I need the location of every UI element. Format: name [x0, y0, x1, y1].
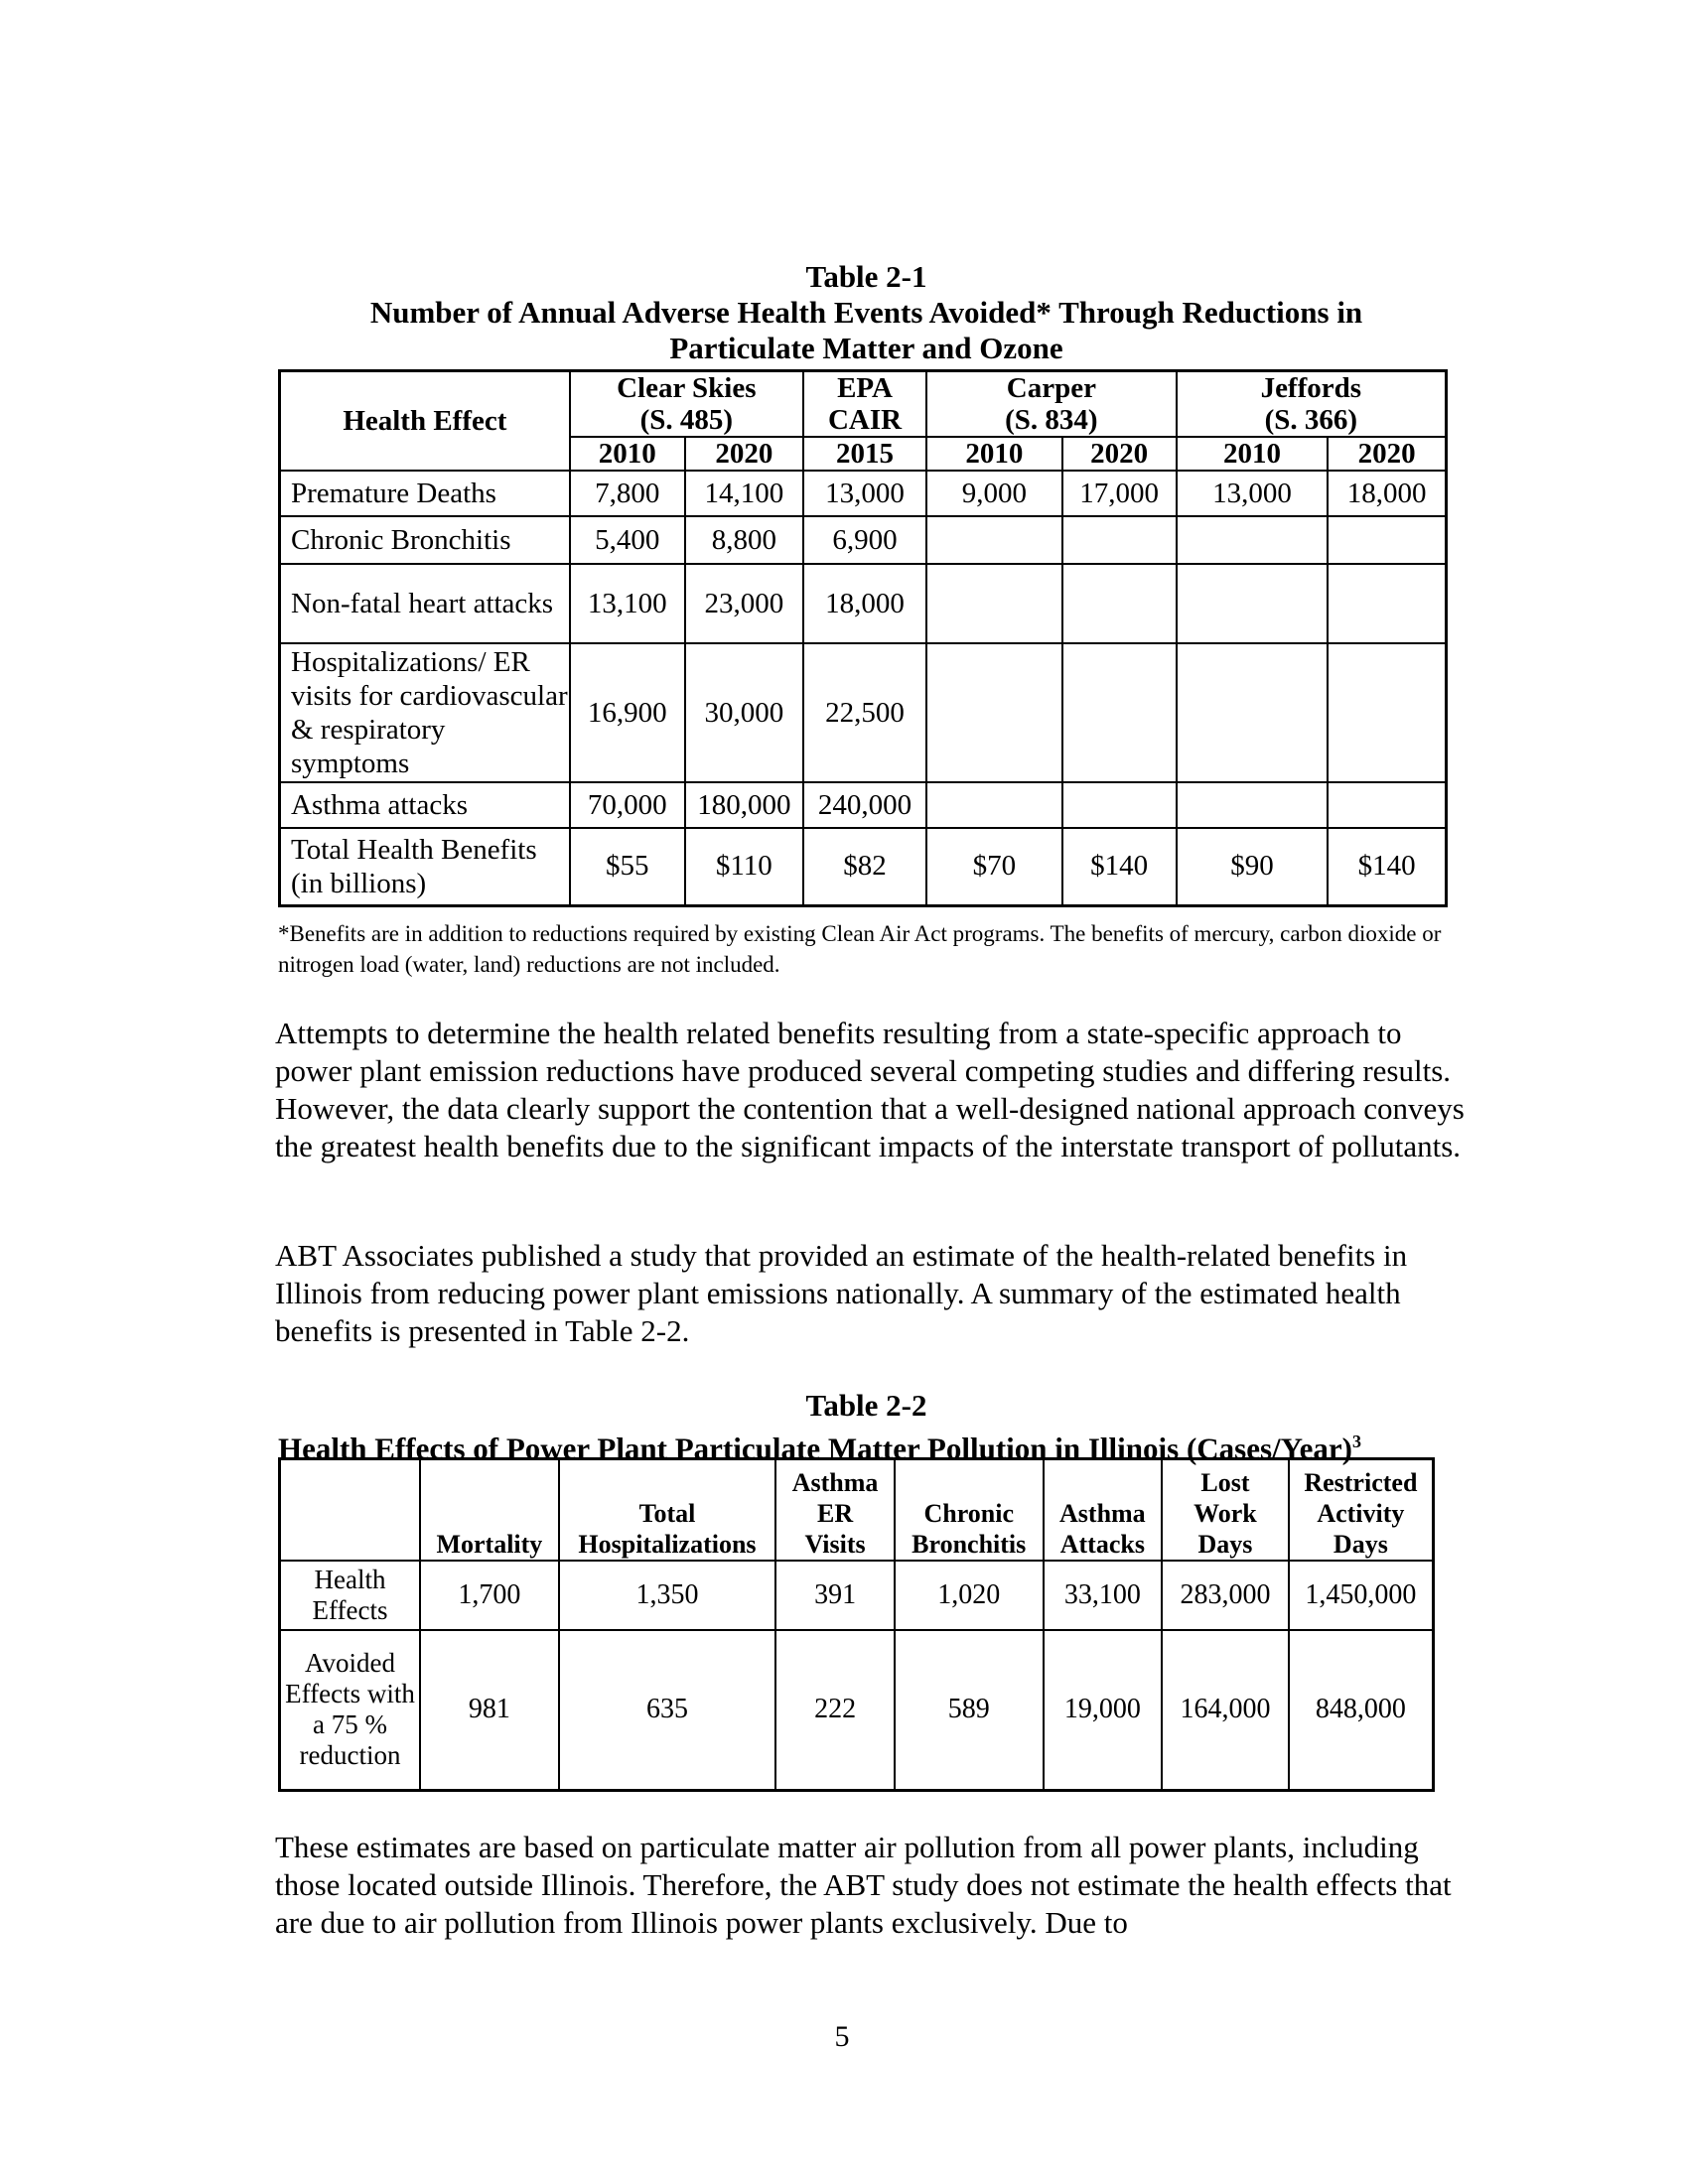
table-row [280, 828, 1447, 905]
cell: 635 [559, 1630, 776, 1791]
cell: $140 [1328, 828, 1446, 905]
cell [1177, 782, 1329, 828]
cell: $82 [803, 828, 926, 905]
table2-title: Table 2-2 [805, 1388, 927, 1423]
row-label: Total Health Benefits (in billions) [280, 828, 570, 905]
cell: 222 [775, 1630, 895, 1791]
cell: 19,000 [1044, 1630, 1163, 1791]
table2 [278, 1457, 1435, 1792]
table1 [278, 369, 1448, 907]
cell: 22,500 [803, 643, 926, 782]
cell [1177, 643, 1329, 782]
cell: 180,000 [685, 782, 803, 828]
cell: $70 [926, 828, 1061, 905]
cell [1328, 564, 1446, 643]
table2-column-header: Total Hospitalizations [559, 1459, 776, 1561]
table1-caption [268, 259, 1465, 366]
cell: 30,000 [685, 643, 803, 782]
cell: 981 [420, 1630, 559, 1791]
cell: $140 [1062, 828, 1177, 905]
table1-group-header: Jeffords (S. 366) [1177, 371, 1447, 438]
cell [1328, 516, 1446, 564]
cell: 391 [775, 1561, 895, 1630]
table1-year-header: 2015 [803, 437, 926, 471]
cell: 1,450,000 [1289, 1561, 1434, 1630]
table1-year-header: 2010 [570, 437, 685, 471]
table1-year-header: 2020 [1062, 437, 1177, 471]
footnote-marker: 3 [1351, 1432, 1361, 1451]
cell: 23,000 [685, 564, 803, 643]
cell: 7,800 [570, 471, 685, 516]
cell: 589 [895, 1630, 1044, 1791]
row-label: Avoided Effects with a 75 % reduction [280, 1630, 421, 1791]
table2-column-header: Mortality [420, 1459, 559, 1561]
cell: 13,000 [1177, 471, 1329, 516]
table1-year-header: 2010 [1177, 437, 1329, 471]
cell: 13,100 [570, 564, 685, 643]
table-row [280, 643, 1447, 782]
cell: 5,400 [570, 516, 685, 564]
cell: 70,000 [570, 782, 685, 828]
cell: 14,100 [685, 471, 803, 516]
table1-header-health-effect: Health Effect [280, 371, 570, 472]
cell: 33,100 [1044, 1561, 1163, 1630]
table1-group-header: Carper (S. 834) [926, 371, 1176, 438]
row-label: Non-fatal heart attacks [280, 564, 570, 643]
table-row [280, 1630, 1434, 1791]
table1-title: Table 2-1 [805, 259, 927, 294]
table1-year-header: 2010 [926, 437, 1061, 471]
cell: 13,000 [803, 471, 926, 516]
table1-subtitle-line1: Number of Annual Adverse Health Events Avoided* Through Reductions in [369, 295, 1363, 330]
cell: 848,000 [1289, 1630, 1434, 1791]
cell [926, 516, 1061, 564]
table2-column-header: Asthma Attacks [1044, 1459, 1163, 1561]
table1-year-header: 2020 [685, 437, 803, 471]
table1-group-header: EPA CAIR [803, 371, 926, 438]
cell [1062, 643, 1177, 782]
table2-column-header: Lost Work Days [1162, 1459, 1289, 1561]
table1-group-header: Clear Skies (S. 485) [570, 371, 803, 438]
cell: $55 [570, 828, 685, 905]
table2-column-header: Restricted Activity Days [1289, 1459, 1434, 1561]
table-row [280, 471, 1447, 516]
cell [926, 782, 1061, 828]
paragraph: Attempts to determine the health related benefits resulting from a state-specific approach to power plant emission reductions have produced several competing studies and differing results. However, the data clearly support the contention that a well-designed national approach conveys the greatest health benefits due to the significant impacts of the interstate transport of pollutants. [275, 1016, 1465, 1163]
row-label: Health Effects [280, 1561, 421, 1630]
cell: $110 [685, 828, 803, 905]
table-row [280, 516, 1447, 564]
page-number: 5 [834, 2020, 850, 2053]
cell: 164,000 [1162, 1630, 1289, 1791]
row-label: Premature Deaths [280, 471, 570, 516]
cell: 240,000 [803, 782, 926, 828]
table2-column-header: Chronic Bronchitis [895, 1459, 1044, 1561]
cell [926, 564, 1061, 643]
cell: 18,000 [803, 564, 926, 643]
cell [926, 643, 1061, 782]
cell: 6,900 [803, 516, 926, 564]
cell [1177, 516, 1329, 564]
table1-year-header: 2020 [1328, 437, 1446, 471]
cell: 16,900 [570, 643, 685, 782]
row-label: Asthma attacks [280, 782, 570, 828]
table1-subtitle-line2: Particulate Matter and Ozone [669, 331, 1063, 365]
row-label: Chronic Bronchitis [280, 516, 570, 564]
table2-caption [268, 1388, 1465, 1466]
cell [1062, 516, 1177, 564]
row-label: Hospitalizations/ ER visits for cardiovascular & respiratory symptoms [280, 643, 570, 782]
cell [1328, 782, 1446, 828]
cell: 17,000 [1062, 471, 1177, 516]
table1-footnote: *Benefits are in addition to reductions required by existing Clean Air Act programs. The benefits of mercury, carbon dioxide or nitrogen load (water, land) reductions are not included. [278, 921, 1442, 977]
cell: 1,020 [895, 1561, 1044, 1630]
cell: 8,800 [685, 516, 803, 564]
cell [1177, 564, 1329, 643]
cell [1328, 643, 1446, 782]
cell [1062, 564, 1177, 643]
cell: 1,700 [420, 1561, 559, 1630]
cell: 1,350 [559, 1561, 776, 1630]
table2-column-header: Asthma ER Visits [775, 1459, 895, 1561]
cell: $90 [1177, 828, 1329, 905]
table-row [280, 1561, 1434, 1630]
cell [1062, 782, 1177, 828]
table-row [280, 782, 1447, 828]
table-row [280, 564, 1447, 643]
cell: 18,000 [1328, 471, 1446, 516]
table2-corner-cell [280, 1459, 421, 1561]
paragraph: ABT Associates published a study that provided an estimate of the health-related benefits in Illinois from reducing power plant emissions nationally. A summary of the estimated health benefits is presented in Table 2-2. [275, 1238, 1408, 1348]
paragraph: These estimates are based on particulate matter air pollution from all power plants, including those located outside Illinois. Therefore, the ABT study does not estimate the health effects that are due to air pollution from Illinois power plants exclusively. Due to [275, 1830, 1452, 1940]
table2-subtitle: Health Effects of Power Plant Particulate Matter Pollution in Illinois (Cases/Year) [278, 1431, 1352, 1466]
cell: 283,000 [1162, 1561, 1289, 1630]
cell: 9,000 [926, 471, 1061, 516]
